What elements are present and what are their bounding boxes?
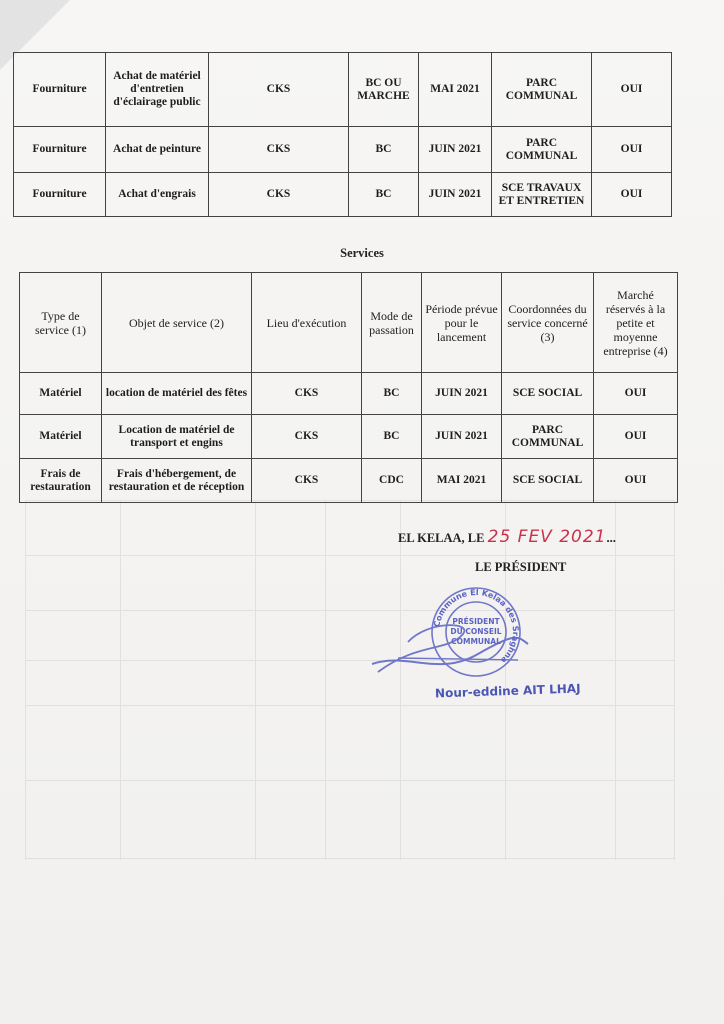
header-type: Type de service (1) xyxy=(20,273,102,373)
cell-periode: JUIN 2021 xyxy=(422,373,502,415)
cell-type: Fourniture xyxy=(14,173,106,217)
table-row xyxy=(20,415,678,459)
cell-objet: Achat d'engrais xyxy=(106,173,209,217)
signer-name: Nour-eddine AIT LHAJ xyxy=(434,681,581,701)
cell-objet: Achat de peinture xyxy=(106,127,209,173)
table-row xyxy=(20,373,678,415)
cell-objet: location de matériel des fêtes xyxy=(102,373,252,415)
cell-objet: Location de matériel de transport et engins xyxy=(102,415,252,459)
header-service: Coordonnées du service concerné (3) xyxy=(502,273,594,373)
table-row xyxy=(20,459,678,503)
cell-service: PARC COMMUNAL xyxy=(492,53,592,127)
cell-objet: Frais d'hébergement, de restauration et de réception xyxy=(102,459,252,503)
services-table xyxy=(19,272,678,503)
stamp-center-line-2: DU CONSEIL xyxy=(450,627,502,636)
cell-objet: Achat de matériel d'entretien d'éclairage public xyxy=(106,53,209,127)
cell-lieu: CKS xyxy=(252,373,362,415)
cell-periode: MAI 2021 xyxy=(419,53,492,127)
cell-periode: JUIN 2021 xyxy=(422,415,502,459)
table-row xyxy=(14,127,672,173)
place-prefix: EL KELAA, LE xyxy=(398,531,485,545)
cell-mode: BC xyxy=(362,373,422,415)
cell-mode: BC xyxy=(349,127,419,173)
header-lieu: Lieu d'exécution xyxy=(252,273,362,373)
cell-mode: BC OU MARCHE xyxy=(349,53,419,127)
cell-lieu: CKS xyxy=(209,173,349,217)
cell-service: SCE SOCIAL xyxy=(502,373,594,415)
cell-mode: BC xyxy=(349,173,419,217)
cell-lieu: CKS xyxy=(209,127,349,173)
date-line xyxy=(398,527,616,547)
cell-service: PARC COMMUNAL xyxy=(502,415,594,459)
cell-type: Matériel xyxy=(20,373,102,415)
services-section-title: Services xyxy=(340,246,384,260)
cell-type: Fourniture xyxy=(14,127,106,173)
cell-lieu: CKS xyxy=(252,459,362,503)
header-objet: Objet de service (2) xyxy=(102,273,252,373)
cell-periode: JUIN 2021 xyxy=(419,127,492,173)
header-periode: Période prévue pour le lancement xyxy=(422,273,502,373)
president-title: LE PRÉSIDENT xyxy=(475,560,567,574)
cell-lieu: CKS xyxy=(209,53,349,127)
stamp-center-line-1: PRÉSIDENT xyxy=(452,617,500,626)
cell-reserve: OUI xyxy=(592,127,672,173)
services-header-row xyxy=(20,273,678,373)
stamp-ring-text: Commune El Kelaa des Sraghna xyxy=(432,587,521,665)
cell-reserve: OUI xyxy=(592,173,672,217)
header-reserve: Marché réservés à la petite et moyenne entreprise (4) xyxy=(594,273,678,373)
cell-reserve: OUI xyxy=(594,373,678,415)
official-stamp-signature xyxy=(368,582,538,692)
cell-reserve: OUI xyxy=(594,459,678,503)
fournitures-table xyxy=(13,52,672,217)
handwritten-date: 25 FEV 2021 xyxy=(487,527,607,547)
cell-type: Fourniture xyxy=(14,53,106,127)
cell-type: Frais de restauration xyxy=(20,459,102,503)
cell-reserve: OUI xyxy=(592,53,672,127)
date-dots: ... xyxy=(606,531,616,545)
cell-service: PARC COMMUNAL xyxy=(492,127,592,173)
cell-lieu: CKS xyxy=(252,415,362,459)
bleed-through-grid xyxy=(25,500,675,860)
cell-mode: BC xyxy=(362,415,422,459)
cell-periode: MAI 2021 xyxy=(422,459,502,503)
cell-periode: JUIN 2021 xyxy=(419,173,492,217)
table-row xyxy=(14,53,672,127)
cell-service: SCE TRAVAUX ET ENTRETIEN xyxy=(492,173,592,217)
cell-service: SCE SOCIAL xyxy=(502,459,594,503)
cell-reserve: OUI xyxy=(594,415,678,459)
table-row xyxy=(14,173,672,217)
cell-type: Matériel xyxy=(20,415,102,459)
cell-mode: CDC xyxy=(362,459,422,503)
stamp-center-line-3: COMMUNAL xyxy=(451,637,501,646)
header-mode: Mode de passation xyxy=(362,273,422,373)
